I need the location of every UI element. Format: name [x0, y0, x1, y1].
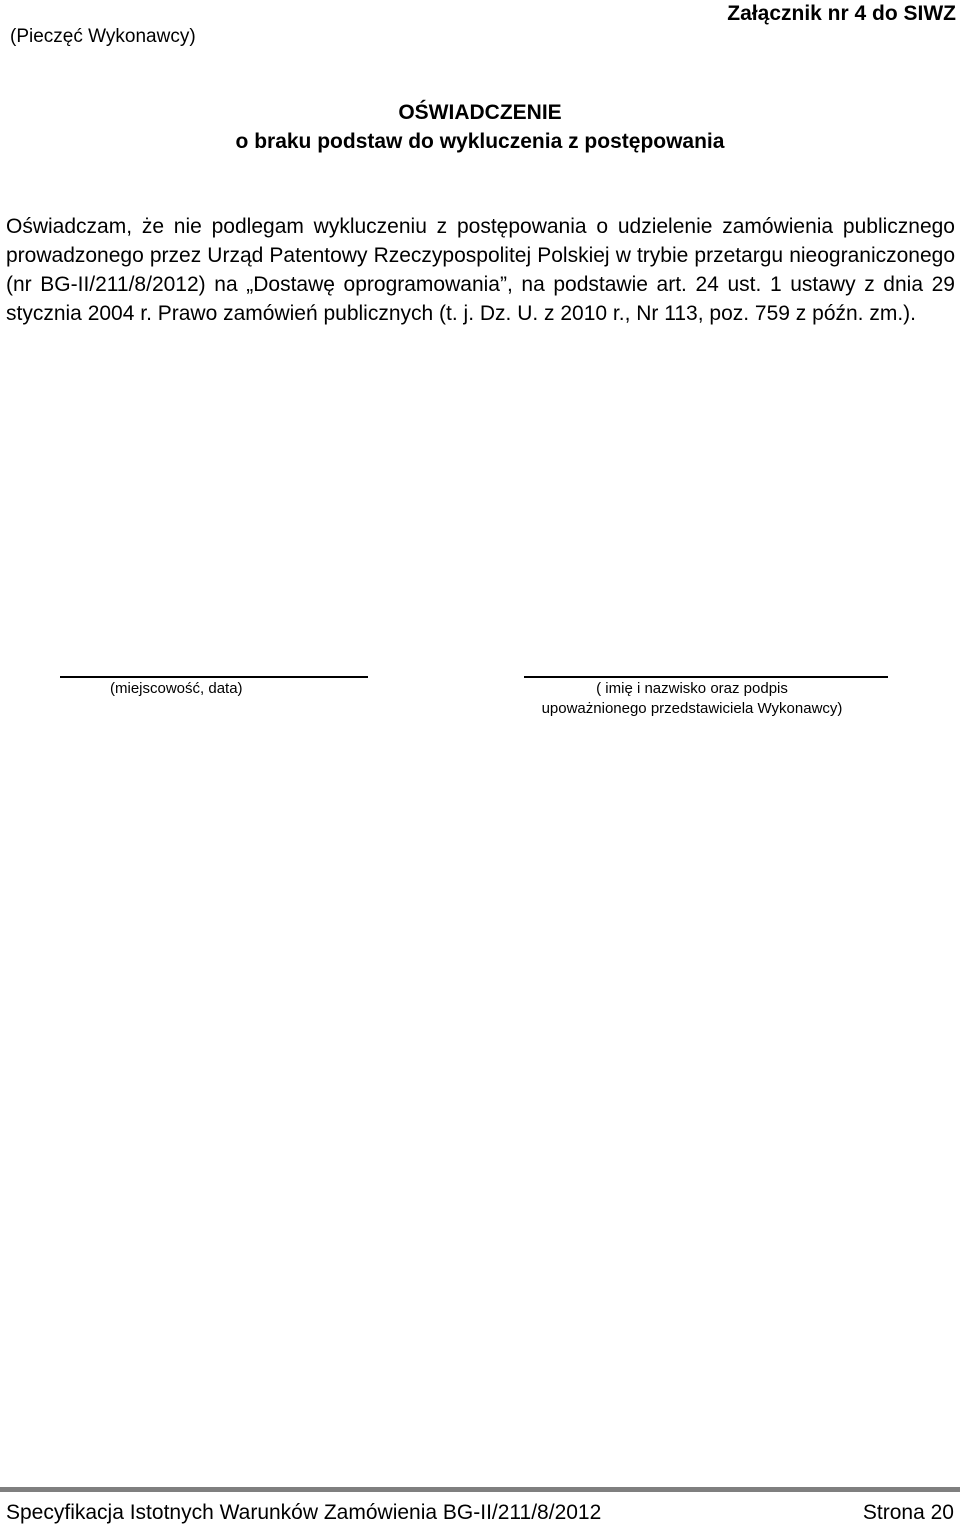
declaration-paragraph: Oświadczam, że nie podlegam wykluczeniu z postępowania o udzielenie zamówienia publicznego prowadzonego przez Urząd Patentowy Rzeczypospolitej Polskiej w trybie przetargu nieograniczonego (nr BG-II/211/8/2012) na „Dostawę oprogramowania”, na podstawie art. 24 ust. 1 ustawy z dnia 29 stycznia 2004 r. Prawo zamówień publicznych (t. j. Dz. U. z 2010 r., Nr 113, poz. 759 z późn. zm.).	[6, 215, 955, 325]
place-date-label: (miejscowość, data)	[110, 680, 243, 697]
document-title	[0, 98, 960, 156]
footer-spec-title: Specyfikacja Istotnych Warunków Zamówienia BG-II/211/8/2012	[6, 1501, 602, 1524]
signer-label-line1: ( imię i nazwisko oraz podpis	[596, 680, 788, 697]
title-heading: OŚWIADCZENIE	[398, 101, 562, 124]
title-subheading: o braku podstaw do wykluczenia z postępowania	[235, 130, 725, 153]
contractor-stamp-placeholder: (Pieczęć Wykonawcy)	[10, 26, 196, 47]
footer-page-number: Strona 20	[862, 1501, 954, 1524]
signer-signature-line	[524, 676, 888, 678]
annex-label: Załącznik nr 4 do SIWZ	[727, 2, 956, 25]
place-date-signature-line	[60, 676, 368, 678]
signer-label-line2: upoważnionego przedstawiciela Wykonawcy)	[541, 700, 843, 717]
signer-label	[522, 679, 862, 719]
footer-divider	[0, 1487, 960, 1492]
